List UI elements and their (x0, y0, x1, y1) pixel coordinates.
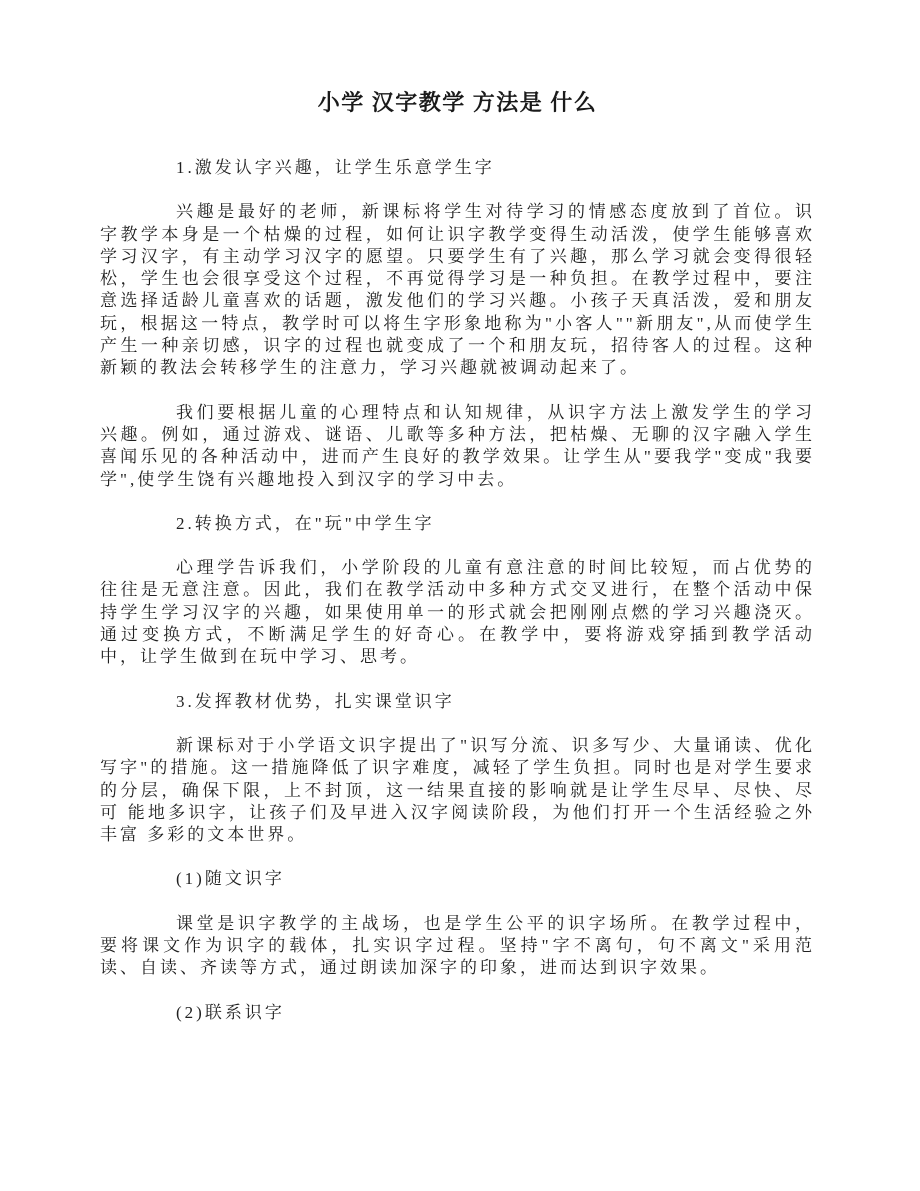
page-title: 小学 汉字教学 方法是 什么 (317, 90, 598, 115)
paragraph: 兴趣是最好的老师，新课标将学生对待学习的情感态度放到了首位。识字教学本身是一个枯燥的过程，如何让识字教学变得生动活泼，使学生能够喜欢学习汉字，有主动学习汉字的愿望。只要学生有了兴趣，那么学习就会变得很轻松，学生也会很享受这个过程，不再觉得学习是一种负担。在教学过程中，要注意选择适龄儿童喜欢的话题，激发他们的学习兴趣。小孩子天真活泼，爱和朋友玩，根据这一特点，教学时可以将生字形象地称为"小客人""新朋友",从而使学生产生一种亲切感，识字的过程也就变成了一个和朋友玩，招待客人的过程。这种新颖的教法会转移学生的注意力，学习兴趣就被调动起来了。 (100, 202, 815, 378)
document-body (100, 157, 815, 1024)
paragraph: 心理学告诉我们，小学阶段的儿童有意注意的时间比较短，而占优势的往往是无意注意。因此，我们在教学活动中多种方式交叉进行，在整个活动中保持学生学习汉字的兴趣，如果使用单一的形式就会把刚刚点燃的学习兴趣浇灭。通过变换方式，不断满足学生的好奇心。在教学中，要将游戏穿插到教学活动中，让学生做到在玩中学习、思考。 (100, 558, 815, 667)
paragraph: 课堂是识字教学的主战场，也是学生公平的识字场所。在教学过程中，要将课文作为识字的载体，扎实识字过程。坚持"字不离句，句不离文"采用范读、自读、齐读等方式，通过朗读加深字的印象，进而达到识字效果。 (100, 913, 815, 978)
paragraph: 新课标对于小学语文识字提出了"识写分流、识多写少、大量诵读、优化写字"的措施。这一措施降低了识字难度，减轻了学生负担。同时也是对学生要求 的分层，确保下限，上不封顶，这一结果直接的影响就是让学生尽早、尽快、尽可 能地多识字，让孩子们及早进入汉字阅读阶段，为他们打开一个生活经验之外丰富 多彩的文本世界。 (100, 735, 815, 845)
section-heading: (1)随文识字 (176, 869, 285, 889)
section-heading: 3.发挥教材优势，扎实课堂识字 (176, 691, 455, 711)
section-heading: 1.激发认字兴趣，让学生乐意学生字 (176, 158, 495, 177)
section-heading: 2.转换方式，在"玩"中学生字 (176, 513, 435, 533)
paragraph: 我们要根据儿童的心理特点和认知规律，从识字方法上激发学生的学习兴趣。例如，通过游戏、谜语、儿歌等多种方法，把枯燥、无聊的汉字融入学生喜闻乐见的各种活动中，进而产生良好的教学效果。让学生从"要我学"变成"我要学",使学生饶有兴趣地投入到汉字的学习中去。 (100, 402, 815, 489)
section-heading: (2)联系识字 (176, 1002, 285, 1022)
